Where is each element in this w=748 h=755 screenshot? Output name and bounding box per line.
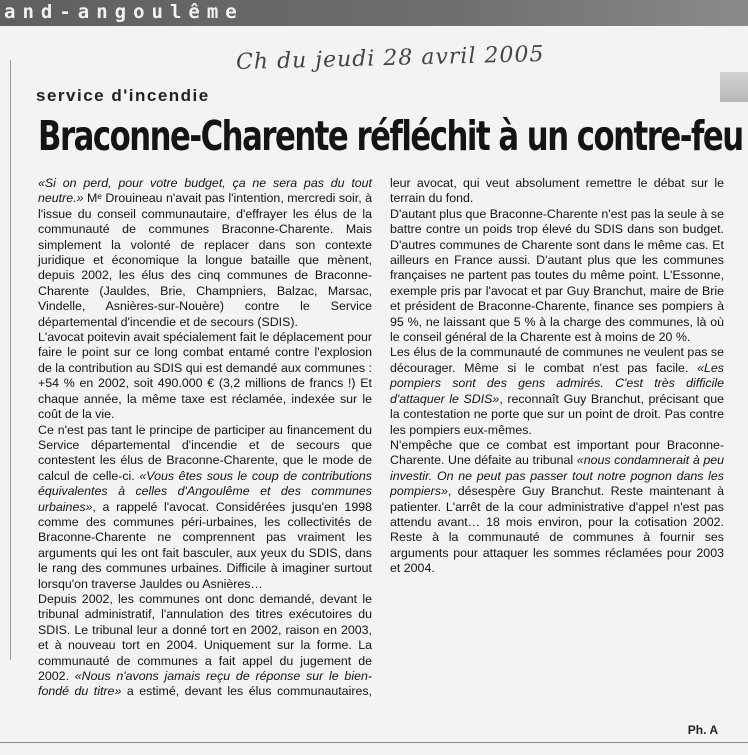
body-text: L'avocat poitevin avait spécialement fait le déplacement pour faire le point sur ce long combat entamé contre l'explosion de la contribution au SDIS qui est demandé aux communes : +54 % en 2002, soit 490.000 € (3,2 millions de francs !) Et chaque année, la même taxe est réclamée, indexée sur le coût de la vie.	[38, 330, 372, 422]
body-text: , reconnaît Guy Branchut, précisant que la contestation ne porte que sur un point de droit. Pas contre les pompiers eux-mêmes.	[390, 391, 724, 437]
body-text: , a rappelé l'avocat. Considérées jusqu'en 1998 comme des communes péri-urbaines, les collectivités de Braconne-Charente ne comprennent pas vraiment les arguments qui les ont fait basculer, aux yeux du SDIS, dans le rang des communes urbaines. Difficile à imaginer surtout lorsqu'on traverse Jauldes ou Asnières…	[38, 499, 372, 591]
bottom-divider	[0, 742, 748, 743]
body-text: Ce n'est pas tant le principe de participer au financement du Service départemental d'incendie et de secours que contestent les élus de Braconne-Charente, que le mode de calcul de celle-ci.	[38, 422, 372, 483]
article-paragraph	[38, 176, 372, 330]
quote-text: «Les pompiers sont des gens admirés. C'est très difficile d'attaquer le SDIS»	[390, 360, 724, 406]
article-paragraph	[38, 330, 372, 422]
handwritten-date: Ch du jeudi 28 avril 2005	[235, 41, 545, 76]
body-text: , désespère Guy Branchut. Reste maintenant à patienter. L'arrêt de la cour administrative d'appel n'est pas attendu avant… 18 mois environ, pour la cotisation 2002. Reste à la communauté de communes à fournir ses arguments pour attaquer les sommes réclamées pour 2003 et 2004.	[390, 484, 724, 576]
body-text: Depuis 2002, les communes ont donc demandé, devant le tribunal administratif, l'annulation des titres exécutoires du SDIS. Le tribunal leur a donné tort en 2002, raison en 2003, et à nouveau tort en 2004. Uniquement sur la forme. La communauté de communes a fait appel du jugement de 2002.	[38, 591, 372, 683]
article-body	[38, 176, 724, 716]
corner-mark	[720, 72, 748, 102]
article-paragraph	[38, 423, 372, 592]
body-text: N'empêche que ce combat est important pour Braconne-Charente. Une défaite au tribunal	[390, 437, 724, 468]
quote-text: «Vous êtes sous le coup de contributions équivalentes à celles d'Angoulême et des communes urbaines»	[38, 468, 372, 514]
quote-text: «Si on perd, pour votre budget, ça ne sera pas du tout neutre.»	[38, 176, 372, 206]
quote-text: «nous condamnerait à peu investir. On ne peut pas passer tout notre pognon dans les pompiers»	[390, 453, 725, 499]
article-paragraph	[390, 438, 724, 577]
body-text: Les élus de la communauté de communes ne veulent pas se décourager. Même si le combat n'est pas facile.	[390, 345, 724, 375]
adjacent-article-edge	[0, 60, 11, 660]
body-text: Mᵉ Drouineau n'avait pas l'intention, mercredi soir, à l'issue du conseil communautaire, d'effrayer les élus de la communauté de communes Braconne-Charente. Mais simplement la volonté de replacer dans son contexte juridique et économique la longue bataille que mènent, depuis 2002, les élus des cinq communes de Braconne-Charente (Jauldes, Brie, Champniers, Balzac, Marsac, Vindelle, Asnières-sur-Nouère) contre le Service départemental d'incendie et de secours (SDIS).	[38, 191, 372, 329]
section-band	[0, 0, 748, 26]
headline: Braconne-Charente réfléchit à un contre-feu	[38, 112, 743, 160]
rubric-label: service d'incendie	[36, 86, 210, 105]
body-text: D'autant plus que Braconne-Charente n'est pas la seule à se battre contre un poids trop élevé du SDIS dans son budget. D'autres communes de Charente sont dans le même cas. Et ailleurs en France aussi. D'autant plus que les communes françaises ne partent pas toutes du même point. L'Essonne, exemple pris par l'avocat et par Guy Branchut, maire de Brie et président de Braconne-Charente, finance ses pompiers à 95 %, ne laissant que 5 % à la charge des communes, là où le conseil général de la Charente est à moins de 20 %.	[390, 206, 724, 345]
section-band-text: and-angoulême	[4, 1, 244, 23]
article-paragraph	[390, 345, 724, 437]
article-paragraph	[390, 207, 724, 346]
body-text: a estimé, devant les élus communautaires, leur avocat, qui veut absolument remettre le débat sur le terrain du fond.	[121, 176, 724, 699]
quote-text: «Nous n'avons jamais reçu de réponse sur le bien-fondé du titre»	[38, 669, 372, 699]
author-signature: Ph. A	[687, 723, 718, 737]
